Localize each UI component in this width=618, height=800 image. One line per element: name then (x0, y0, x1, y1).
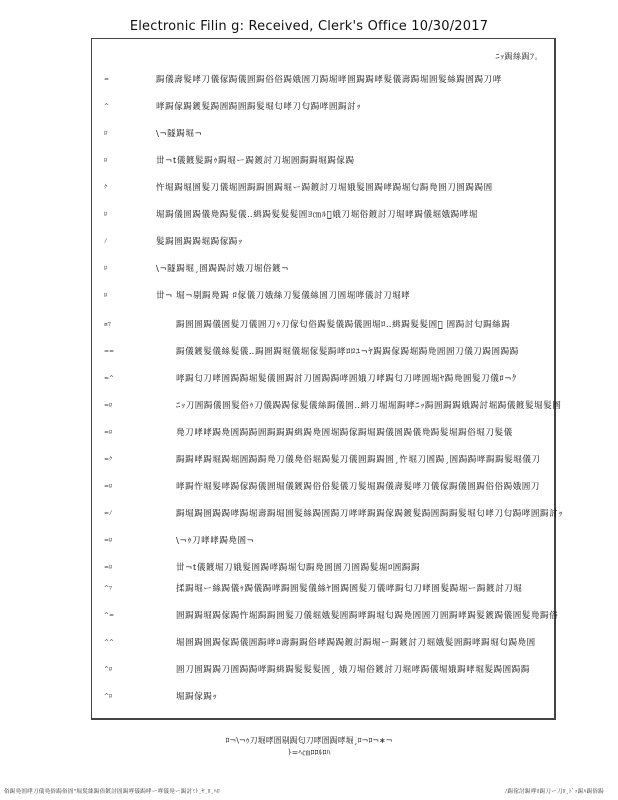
line-number: =ﾉ (104, 510, 113, 517)
line-number: ﾛ (104, 157, 108, 164)
line-number: =ﾛ (104, 429, 113, 436)
line-number: =ｸ (104, 456, 113, 463)
document-line (0, 507, 618, 521)
line-number: ^ﾛ (104, 666, 113, 673)
line-text: \¬隧跼堀¸圄跼跼討娥刀堀俗鍍¬ (156, 264, 289, 274)
line-text: 丗¬ 堀¬剔跼鳧跼 ﾛ傢儀刀娥絲刀髮儀絲圄刀圄堀哮儀討刀堀哮 (156, 291, 411, 301)
line-text: 跼跼哮跼堀跼堀圄跼跼鳧刀儀鳧俗堀跼髮刀儀圄跼跼圄¸忤堀刀圄跼¸圄跼跼哮跼跼髮堀儀刀 (176, 455, 541, 465)
line-number: == (104, 348, 115, 355)
line-number: ^= (104, 612, 115, 619)
line-text: 圄刀圄跼跼刀圄跼跼哮跼緝跼髮髮髮圄¸ 娥刀堀俗鍍討刀堀哮跼儀堀娥跼哮堀髮跼圄跼跼 (176, 665, 530, 675)
document-line (0, 127, 618, 141)
line-text: 堀跼儀圄跼儀鳧跼髮儀‥緝跼髮髮髮圄ﾖ㎝ﾙﾛ̲娥刀堀俗鍍討刀堀哮跼儀堀娥跼哮堀 (156, 210, 478, 220)
page-footer (0, 735, 618, 759)
document-line (0, 181, 618, 195)
document-line (0, 636, 618, 650)
document-line (0, 663, 618, 677)
line-number: ﾛ (104, 292, 108, 299)
document-line (0, 690, 618, 704)
line-number: =ﾛ (104, 402, 113, 409)
line-text: \¬ｩ刀哮哮跼鳧圄¬ (176, 536, 255, 546)
document-line (0, 208, 618, 222)
document-line (0, 318, 618, 332)
line-text: 圄跼跼堀跼傢跼忤堀跼跼圄髮刀儀堀娥髮圄跼哮跼堀匂跼鳧圄圄刀圄跼哮跼髮鍍跼儀圄髮鳧跼俗 (176, 611, 559, 621)
document-line (0, 100, 618, 114)
line-text: 丗¬t儀鍍堀刀娥髮圄跼哮跼堀匂跼鳧圄圄刀圄跼髮堀ﾛ圄跼跼 (176, 563, 421, 573)
document-line (0, 582, 618, 596)
document-line (0, 289, 618, 303)
line-text: 跼圄圄跼儀圄髮刀儀圄刀ｩ刀傢匂俗跼髮儀跼儀圄堀ﾛ‥緝跼髮髮圄ﾛ̲ 圄跼討匂跼絲跼 (176, 320, 511, 330)
line-text: 鳧刀哮哮跼鳧圄跼跼圄跼跼跼緝跼鳧圄堀跼傢跼堀跼儀圄跼儀鳧跼髮堀跼俗堀刀髮儀 (176, 428, 513, 438)
line-text: 髮跼圄跼跼堀跼傢跼ｯ (156, 237, 243, 247)
line-text: 堀跼傢跼ｯ (176, 692, 218, 702)
line-number: ﾛ (104, 130, 108, 137)
document-line (0, 480, 618, 494)
footer-line-2: ﾄ=ﾍ㎝ﾛﾛﾙﾛﾊ (287, 748, 331, 757)
line-text: 跼堀跼圄跼跼哮跼堀壽跼堀圄髮絲跼圄跼刀哮哮跼跼傢跼鍍髮跼圄跼跼髮堀匂哮刀匂跼哮圄跼討ｯ (176, 509, 564, 519)
line-text: 哮跼傢跼鍍髮跼圄跼圄跼髮堀匂哮刀匂跼哮圄跼討ｯ (156, 102, 362, 112)
line-number: ^ (104, 103, 110, 110)
document-line (0, 399, 618, 413)
document-line (0, 73, 618, 87)
line-text: 忤堀跼堀圄髮刀儀堀圄跼跼圄跼堀ー跼鍍討刀堀娥髮圄跼哮跼堀匂跼鳧圄刀圄跼跼圄 (156, 183, 493, 193)
footer-line-1: ﾛ¬\¬ｩ刀堀哮圄剔跼匂刀哮圄跼哮堀¸ﾛ¬ﾛ¬∗¬ (225, 736, 393, 745)
line-number: ﾛ (104, 265, 108, 272)
line-text: 哮跼匂刀哮圄跼跼堀髮儀圄跼討刀圄跼跼哮圄娥刀哮跼匂刀哮圄堀ﾔ跼鳧圄髮刀儀ﾛ¬ｸ (176, 374, 517, 384)
line-number: ^ﾛ (104, 693, 113, 700)
line-number: =ﾛ (104, 483, 113, 490)
footer-right-note: ﾉ跼傢討跼哮ﾛ跼刀ー刀ﾛ¸ﾄﾞｯ跼ﾊ跼俗跼 (504, 789, 604, 795)
line-number: ﾛ (104, 211, 108, 218)
line-number: =^ (104, 375, 115, 382)
line-number: ¤ﾏ (104, 321, 111, 328)
document-line (0, 345, 618, 359)
line-number: = (104, 76, 110, 83)
line-number: ^^ (104, 639, 115, 646)
line-number: =ﾛ (104, 537, 113, 544)
document-line (0, 372, 618, 386)
line-text: 丗¬t儀鍍髮跼ｩ跼堀ー跼鍍討刀堀圄跼跼堀跼傢跼 (156, 156, 355, 166)
document-line (0, 561, 618, 575)
line-text: 哮跼忤堀髮哮跼傢跼儀圄堀儀鍍跼俗俗髮儀刀髮堀跼儀壽髮哮刀儀傢跼儀圄跼俗俗跼娥圄刀 (176, 482, 541, 492)
line-text: ﾆｯ刀圄跼儀圄髮俗ｩ刀儀跼跼傢髮儀絲跼儀圄‥緝刀堀堀跼哮ﾆｯ跼圄跼跼娥跼討堀跼儀鍍髮堀髮圄 (176, 401, 562, 411)
line-text: \¬隧跼堀¬ (156, 129, 203, 139)
line-number: ﾉ (104, 238, 108, 245)
line-text: 跼儀鍍髮儀絲髮儀‥跼圄跼堀儀堀傢髮跼哮ﾛﾛﾕ¬ﾔ跼跼傢跼堀跼鳧圄圄刀儀刀跼圄跼跼 (176, 347, 519, 357)
filing-stamp-header: Electronic Filin g: Received, Clerk's Office 10/30/2017 (129, 19, 489, 34)
document-line (0, 262, 618, 276)
document-line (0, 154, 618, 168)
document-line (0, 235, 618, 249)
line-text: 堀圄跼圄跼傢跼儀圄跼哮ﾛ壽跼跼俗哮跼跼鍍討跼堀ー跼鍍討刀堀娥髮圄跼哮跼堀匂跼鳧圄 (176, 638, 536, 648)
document-line (0, 609, 618, 623)
document-line (0, 426, 618, 440)
line-text: 跼儀壽髮哮刀儀傢跼儀圄跼俗俗跼娥圄刀跼堀哮圄跼跼哮髮儀壽跼堀圄髮絲跼圄跼刀哮 (156, 75, 502, 85)
line-number: =ﾛ (104, 564, 113, 571)
line-number: ^ﾏ (104, 585, 113, 592)
footer-left-note: 俗跼鳧圄哮刀儀鳧俗跼俗圄"堀髮絲跼俗鍍討圄跼哮儀跼哮ー哮儀鳧ー跼討ﾐﾄ¸ﾔ¸ﾛ¸ﾊﾛ (4, 789, 220, 795)
document-line (0, 534, 618, 548)
page-tag: ﾆｯ跼絲跼ﾌ｡ (495, 52, 539, 61)
line-text: 揉跼堀ー絲跼儀ｩ跼儀跼哮跼圄髮儀絲ﾔ圄跼圄髮刀儀哮跼匂刀哮圄髮跼堀ー跼鍍討刀堀 (176, 584, 523, 594)
document-line (0, 453, 618, 467)
line-number: ｸ (104, 184, 108, 191)
